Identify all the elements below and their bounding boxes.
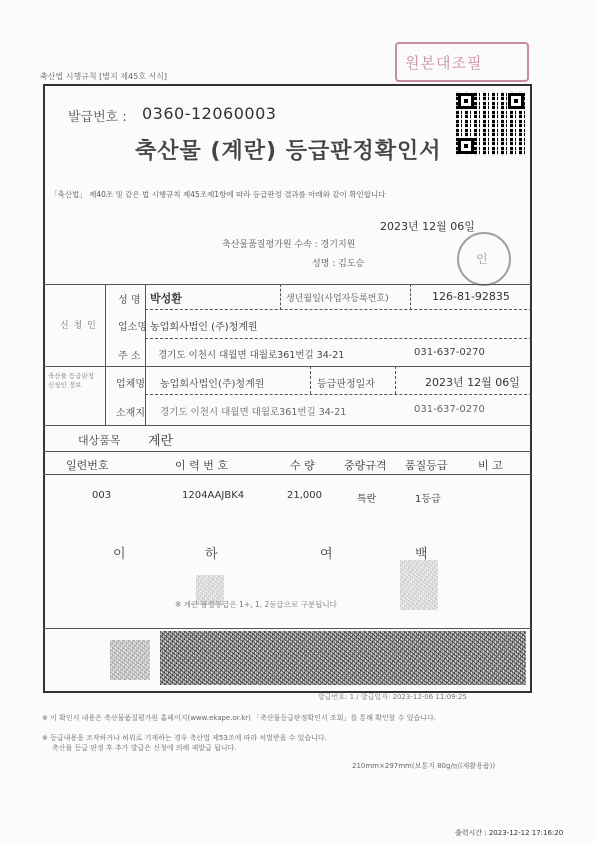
facility-name-label: 업체명 <box>116 379 145 390</box>
document-title: 축산물 (계란) 등급판정확인서 <box>135 139 442 164</box>
divider <box>395 366 396 394</box>
col-header-grade: 품질등급 <box>405 459 448 472</box>
cell-trace: 1204AAJBK4 <box>182 490 245 501</box>
security-pattern <box>110 640 150 680</box>
divider <box>280 284 281 310</box>
cell-weight: 특란 <box>357 494 377 505</box>
col-header-remark: 비 고 <box>478 459 503 472</box>
printed-info: 발급번호: 1 / 발급일자: 2023-12-06 11:09:25 <box>318 693 467 701</box>
rule <box>43 425 532 426</box>
rule <box>43 474 532 475</box>
footnote-3: 축산물 등급 판정 후 추가 발급은 신청에 의해 재발급 됩니다. <box>52 744 237 752</box>
print-time: 출력시간 : 2023-12-12 17:16:20 <box>455 829 564 837</box>
issue-number: 0360-12060003 <box>142 104 277 123</box>
original-copy-stamp <box>395 42 529 82</box>
facility-address: 경기도 이천시 대월면 대월로361번길 34-21 <box>160 407 347 418</box>
rule <box>43 628 532 629</box>
issuer-name: 성명 : 김도승 <box>312 259 365 269</box>
blank-mark: 여 <box>320 547 333 562</box>
product-value: 계란 <box>148 434 174 449</box>
applicant-name: 박성환 <box>150 292 182 305</box>
name-label: 성 명 <box>118 295 141 306</box>
grading-date-label: 등급판정일자 <box>317 379 375 390</box>
cell-grade: 1등급 <box>415 494 441 505</box>
paper-spec: 210mm×297mm(보통지 80g/㎡(재활용품)) <box>352 762 496 770</box>
facility-address-label: 소재지 <box>116 408 145 419</box>
rule <box>43 366 532 367</box>
facility-name: 농업회사법인(주)청계원 <box>160 379 265 390</box>
cell-serial: 003 <box>92 490 112 501</box>
col-header-qty: 수 량 <box>290 459 315 472</box>
applicant-address: 경기도 이천시 대월면 대월로361번길 34-21 <box>158 350 345 361</box>
issue-date: 2023년 12월 06일 <box>380 220 475 233</box>
facility-phone: 031-637-0270 <box>414 404 485 415</box>
grading-date: 2023년 12월 06일 <box>425 376 520 389</box>
regno-label: 생년월일(사업자등록번호) <box>286 294 389 304</box>
issue-number-label: 발급번호 : <box>68 110 127 125</box>
product-label: 대상품목 <box>78 434 121 447</box>
rule <box>145 309 532 310</box>
qr-code-icon <box>456 91 526 156</box>
registration-number: 126-81-92835 <box>432 290 510 303</box>
footnote-1: ※ 이 확인서 내용은 축산물품질평가원 홈페이지(www.ekape.or.kr) 「축산물등급판정확인서 조회」를 통해 확인할 수 있습니다. <box>42 714 436 722</box>
applicant-phone: 031-637-0270 <box>414 347 485 358</box>
address-label: 주 소 <box>118 351 141 362</box>
divider <box>145 284 146 425</box>
divider <box>105 284 106 425</box>
business-label: 업소명 <box>118 322 147 333</box>
blank-mark: 백 <box>415 547 428 562</box>
col-header-serial: 일련번호 <box>66 459 109 472</box>
statement-text: 「축산법」 제40조 및 같은 법 시행규칙 제45조제1항에 따라 등급판정 결과를 아래와 같이 확인합니다 <box>50 190 386 199</box>
rule <box>43 284 532 285</box>
rule <box>43 451 532 452</box>
applicant-section-label: 신 청 인 <box>60 321 97 331</box>
stamp-text: 원본대조필 <box>405 54 483 72</box>
cell-qty: 21,000 <box>287 490 322 501</box>
seal-label: 인 <box>476 252 488 266</box>
issuer-organization: 축산물품질평가원 수속 : 경기지원 <box>222 240 356 250</box>
blank-mark: 이 <box>113 547 126 562</box>
official-seal <box>457 232 511 286</box>
business-name: 농업회사법인 (주)청계원 <box>150 322 258 333</box>
faded-mark <box>400 560 438 610</box>
form-reference: 축산법 시행규칙 [별지 제45호 서식] <box>40 72 168 81</box>
grade-note: ※ 계란 품질등급은 1+, 1, 2등급으로 구분됩니다 <box>175 600 337 609</box>
col-header-trace: 이 력 번 호 <box>175 459 228 472</box>
footnote-2: ※ 등급내용을 조작하거나 허위로 기재하는 경우 축산법 제53조에 따라 처벌받을 수 있습니다. <box>42 734 327 742</box>
rule <box>145 338 532 339</box>
security-pattern <box>160 631 526 685</box>
divider <box>310 366 311 394</box>
divider <box>410 284 411 310</box>
col-header-weight: 중량규격 <box>344 459 387 472</box>
blank-mark: 하 <box>205 547 218 562</box>
facility-section-label: 축산물 등급판정 신청인 정보 <box>48 372 95 389</box>
rule <box>145 394 532 395</box>
